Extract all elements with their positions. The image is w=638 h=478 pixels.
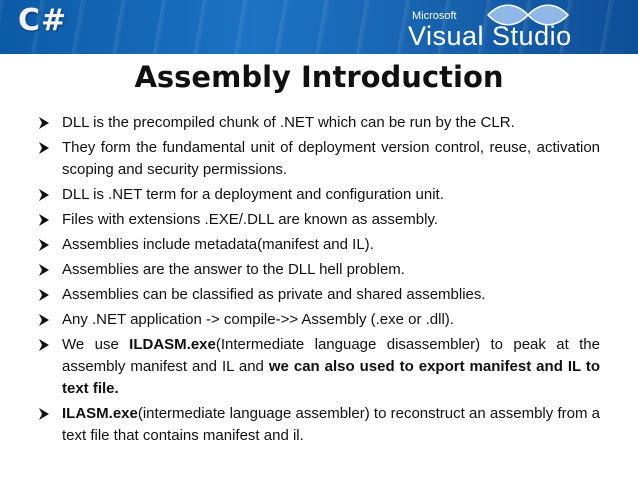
vs-logo-company: Microsoft [412,10,457,22]
bullet-text-part: We use [62,336,130,353]
bullet-text: Any .NET application -> compile->> Assembly (.exe or .dll). [62,311,454,328]
header-banner [0,0,638,54]
list-item [38,137,600,181]
list-item [38,259,600,281]
bullet-text-part: (Intermediate language disassembler) to peak at the assembly manifest and IL and [62,336,600,375]
vs-logo-product: Visual Studio [408,21,572,51]
bullet-text: Files with extensions .EXE/.DLL are known as assembly. [62,211,438,228]
slide-title: Assembly Introduction [134,60,504,94]
arrowhead-icon [38,313,50,327]
bullet-emphasis: we can also used to export manifest and IL to text file. [62,358,600,397]
visual-studio-logo [408,4,634,52]
bullet-list [38,112,600,450]
bullet-text: DLL is .NET term for a deployment and configuration unit. [62,186,444,203]
arrowhead-icon [38,116,50,130]
tool-name-ilasm: ILASM.exe [62,405,138,422]
bullet-text: Assemblies are the answer to the DLL hell problem. [62,261,405,278]
list-item [38,284,600,306]
list-item [38,309,600,331]
tool-name-ildasm: ILDASM.exe [129,336,216,353]
arrowhead-icon [38,288,50,302]
bullet-text: Assemblies can be classified as private and shared assemblies. [62,286,486,303]
bullet-text: They form the fundamental unit of deployment version control, reuse, activation scoping and security permissions. [62,139,600,178]
list-item [38,403,600,447]
arrowhead-icon [38,238,50,252]
bullet-text: DLL is the precompiled chunk of .NET which can be run by the CLR. [62,114,515,131]
csharp-logo: C# [18,3,68,38]
bullet-text [62,405,600,444]
list-item [38,234,600,256]
arrowhead-icon [38,141,50,155]
bullet-text [62,336,600,397]
arrowhead-icon [38,188,50,202]
arrowhead-icon [38,213,50,227]
list-item [38,334,600,400]
list-item [38,112,600,134]
bullet-text: Assemblies include metadata(manifest and IL). [62,236,374,253]
bullet-text-part: (intermediate language assembler) to reconstruct an assembly from a text file that contains manifest and il. [62,405,600,444]
list-item [38,209,600,231]
arrowhead-icon [38,407,50,421]
arrowhead-icon [38,263,50,277]
arrowhead-icon [38,338,50,352]
list-item [38,184,600,206]
